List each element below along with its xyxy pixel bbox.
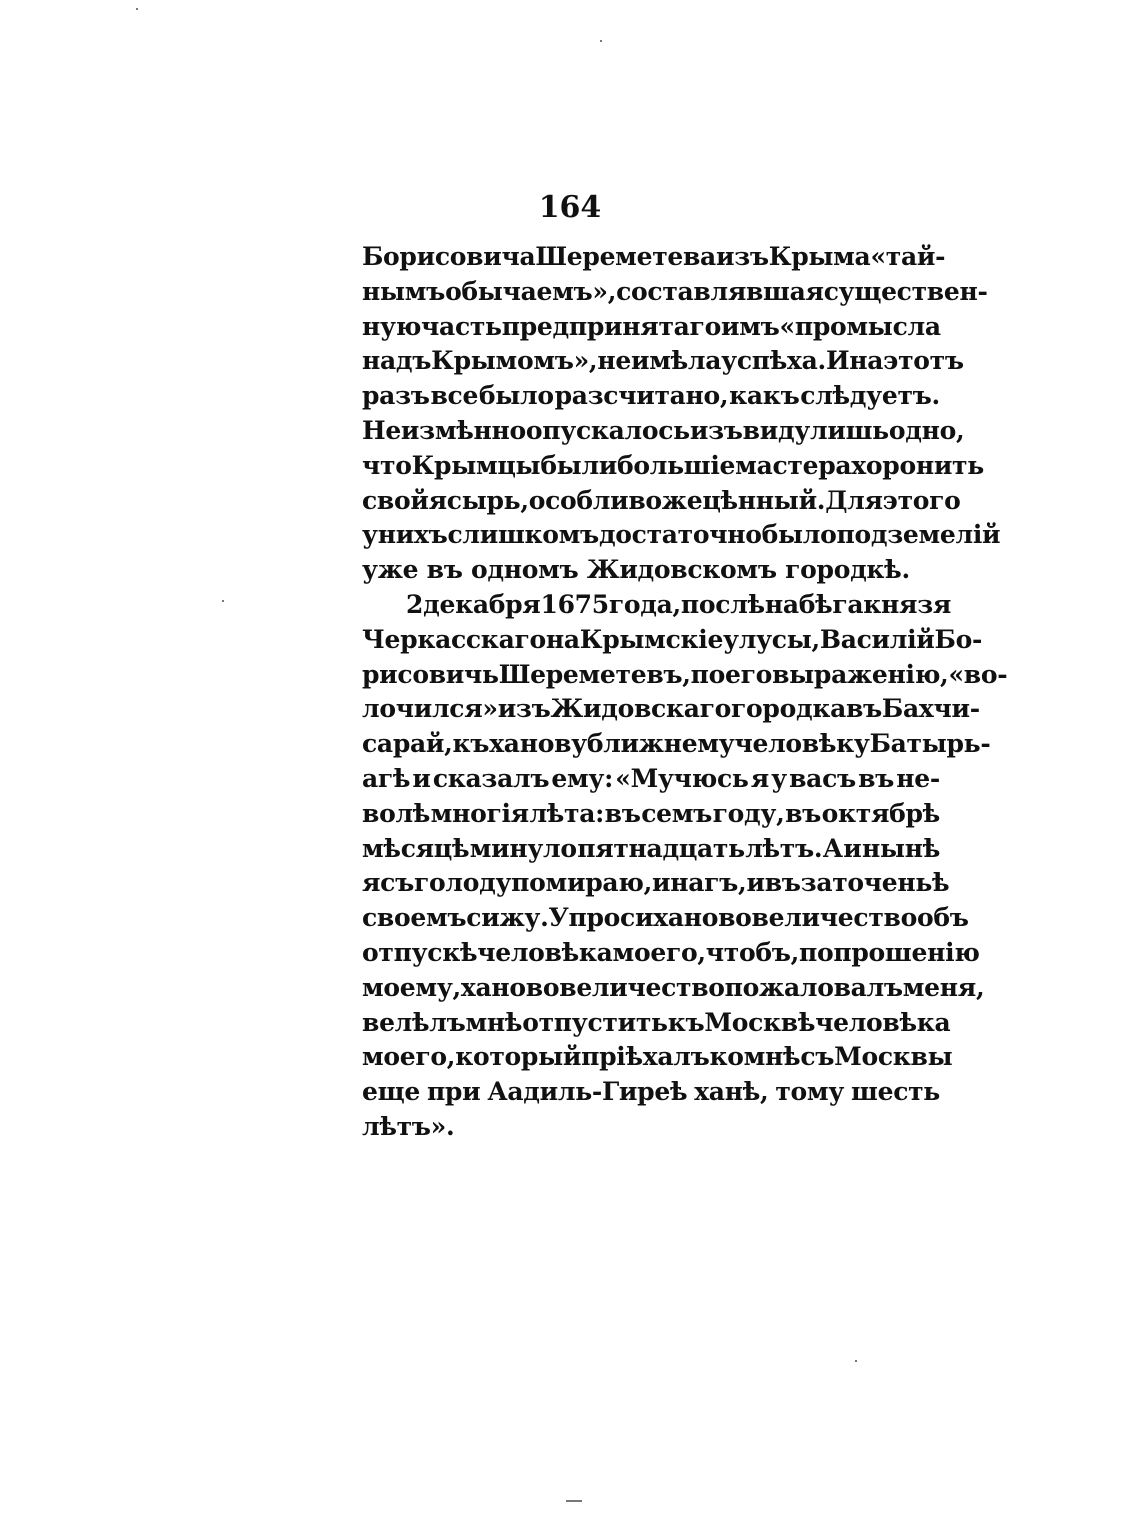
text-line: разъ все было разсчитано, какъ слѣдуетъ.	[362, 381, 940, 411]
text-line: лѣтъ».	[362, 1111, 455, 1141]
text-line: 2 декабря 1675 года, послѣ набѣга князя	[406, 589, 952, 619]
text-line: я съ голоду помираю, и нагъ, и въ заточеньѣ	[362, 868, 950, 898]
scan-speck	[222, 600, 224, 602]
text-line: свой ясырь, особливо же цѣнный. Для этого	[362, 485, 961, 515]
text-line: нымъ обычаемъ», составлявшая существен-	[362, 276, 988, 306]
text-line: моего, который пріѣхалъ ко мнѣ съ Москвы	[362, 1042, 953, 1072]
paragraph-1	[362, 240, 1001, 588]
text-line: отпускѣ человѣка моего, чтобъ, по прошенію	[362, 937, 980, 967]
scan-speck	[600, 40, 602, 42]
body-text	[362, 240, 1008, 1145]
paragraph-2	[362, 588, 1008, 1145]
text-line: сарай, къ ханову ближнему человѣку Батырь-	[362, 729, 991, 759]
text-line: рисовичь Шереметевъ, по его выраженію, «во-	[362, 659, 1008, 689]
text-line: Борисовича Шереметева изъ Крыма «тай-	[362, 242, 946, 271]
scan-speck	[855, 1360, 857, 1362]
text-line: моему, ханово величество пожаловалъ меня,	[362, 972, 985, 1002]
text-line: велѣлъ мнѣ отпустить къ Москвѣ человѣка	[362, 1007, 951, 1037]
text-line: уже въ одномъ Жидовскомъ городкѣ.	[362, 555, 910, 585]
text-line: ную часть предпринятаго имъ «промысла	[362, 311, 941, 341]
text-line: мѣсяцѣ минуло пятнадцать лѣтъ. А и нынѣ	[362, 833, 940, 863]
text-line: еще при Аадиль-Гиреѣ ханѣ, тому шесть	[362, 1077, 940, 1107]
text-line: у нихъ слишкомъ достаточно было подземелій	[362, 520, 1001, 550]
text-line: лочился» изъ Жидовскаго городка въ Бахчи-	[362, 694, 980, 724]
text-line: Черкасскаго на Крымскіе улусы, Василій Бо-	[362, 624, 983, 654]
text-line: волѣ многія лѣта: въ семъ году, въ октябрѣ	[362, 798, 940, 828]
text-line: своемъ сижу. Упроси ханово величество объ	[362, 903, 969, 933]
text-line: что Крымцы были большіе мастера хоронить	[362, 450, 984, 480]
scan-dash	[566, 1500, 582, 1502]
text-line: агѣ и сказалъ ему: «Мучюсь я у васъ въ не-	[362, 763, 940, 793]
text-line: надъ Крымомъ», не имѣла успѣха. И на этотъ	[362, 346, 964, 376]
scan-speck	[136, 8, 138, 10]
text-line: Неизмѣнно опускалось изъ виду лишь одно,	[362, 415, 965, 445]
page-number: 164	[538, 190, 602, 225]
